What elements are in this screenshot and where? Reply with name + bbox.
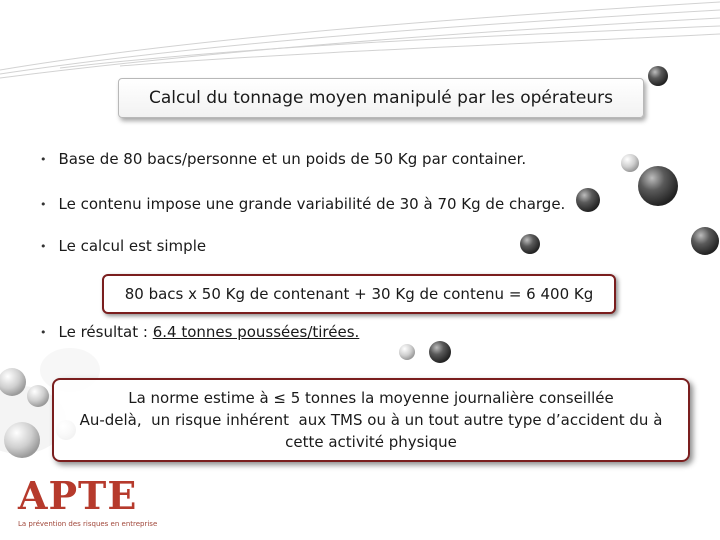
sphere-decoration [27,385,49,407]
sphere-decoration [648,66,668,86]
bullet-icon: • [40,197,47,211]
bullet-item-variability [40,195,565,213]
logo-tagline: La prévention des risques en entreprise [18,520,158,528]
formula-box [102,274,616,314]
top-swoosh [0,2,720,78]
sphere-decoration [691,227,719,255]
sphere-decoration [520,234,540,254]
bullet-item-result [40,323,359,341]
slide-title [118,78,644,118]
bullet-icon: • [40,325,47,339]
sphere-decoration [4,422,40,458]
formula-text: 80 bacs x 50 Kg de contenant + 30 Kg de contenu = 6 400 Kg [124,285,594,303]
norm-line: La norme estime à ≤ 5 tonnes la moyenne journalière conseillée [128,389,614,407]
norm-line: cette activité physique [285,433,457,451]
result-value: 6.4 tonnes poussées/tirées. [152,323,360,341]
bullet-text: Le contenu impose une grande variabilité de 30 à 70 Kg de charge. [58,195,566,213]
sphere-decoration [576,188,600,212]
norm-line: Au-delà, un risque inhérent aux TMS ou à un tout autre type d’accident du à [79,411,663,429]
sphere-decoration [621,154,639,172]
bullet-text: Base de 80 bacs/personne et un poids de 50 Kg par container. [58,150,527,168]
sphere-decoration [429,341,451,363]
logo-wordmark: APTE [18,473,138,518]
bullet-icon: • [40,239,47,253]
slide-title-text: Calcul du tonnage moyen manipulé par les opérateurs [148,88,614,108]
apte-logo [18,473,158,528]
sphere-decoration [638,166,678,206]
norm-callout-box [52,378,690,462]
bullet-item-base [40,150,526,168]
sphere-decoration [399,344,415,360]
result-label: Le résultat : [58,323,153,341]
bullet-icon: • [40,152,47,166]
bullet-text: Le calcul est simple [58,237,207,255]
bullet-item-calcul [40,237,206,255]
